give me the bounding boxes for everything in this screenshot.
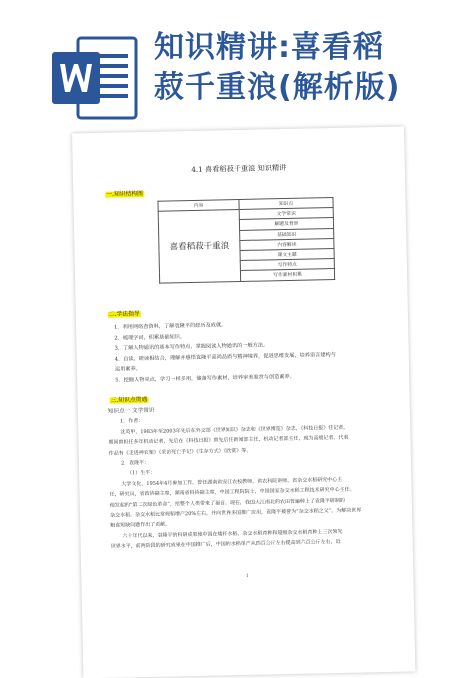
table-cell-point: 基础知识 [240,228,334,240]
paragraph-line: 世界水平，前两阶段的研究成果在中国推广后，中国的水稻单产从四百公斤左右提高到六百公斤左右，近 [110,539,341,551]
paragraph-line: （1）生平： [127,470,156,477]
section-heading-methods-label: 二.学法指导 [108,311,140,318]
paragraph-line: 大学文化，1954年4月参加工作。曾任湖南省安江农校教师，省农科院讲师，省杂交水稻研究中心主 [121,476,343,488]
table-cell-point: 写作素材积累 [240,269,334,281]
table-header-points: 知识点 [239,198,333,210]
section-heading-methods [108,308,141,318]
list-item: 2．梳理字词，积累基础知识。 [114,333,186,342]
table-cell-point: 写作特点 [240,259,334,271]
page-title [154,28,460,108]
paragraph-line: 任，研究员，省政协副主席，湖南省科协副主席，中国工程院院士，中国国家杂交水稻工程技术研究中心主任。 [109,486,355,499]
table-cell-point: 内容解读 [240,238,334,250]
table-cell-point: 课文主题 [240,248,334,260]
list-item: 运用素养。 [114,366,142,373]
knowledge-structure-table [157,197,335,283]
list-item: 1．利用网络查资料，了解袁隆平的经历及成就。 [114,322,227,331]
point-heading: 知识点一 文学常识 [107,407,155,415]
section-heading-structure-label: 一.知识结构图 [106,191,144,198]
table-cell-point: 文学常识 [239,208,333,220]
paragraph-line: 六十年代以来，袁隆平的科研成果使中国在矮秆水稻、杂交水稻育种和超级杂交水稻育种上三次领先 [122,528,343,540]
page-number: 1 [245,573,249,579]
list-item: 3．了解人物通讯的基本写作特点，掌握阅读人物通讯的一般方法。 [114,342,269,352]
document-page [72,127,415,678]
paragraph-line: 沈英甲，1983年至2003年先后在外交部《世界知识》杂志和《世界博览》杂志，《科技日报》任记者， [120,424,349,436]
paragraph-line: 2．袁隆平： [120,459,150,467]
method-list [114,317,371,385]
word-icon [48,32,140,124]
table-header-content: 内容 [158,199,239,211]
body-text [108,401,381,552]
paragraph-line: 粮食短缺问题作出了贡献。 [110,521,171,530]
paragraph-line: 他发起的“第二次绿色革命”，给整个人类带来了福音。现在，我国大江南北的农田普遍种上了袁隆平研制的 [109,497,345,509]
section-heading-points-label: 三.知识点贯通 [110,396,148,404]
paragraph-line: 期间曾担任多年机动记者，先后在《科技日报》曾先后任新闻部主任，机动记者部主任，现为高级记者。代表 [108,434,349,446]
list-item: 5．挖掘人物亮点，学习一样多用，储备写作素材，培养审美鉴赏与创造素养。 [115,373,295,384]
paragraph-line: 杂交水稻。杂交水稻比常规稻增产20%左右，并向世界多国推广应用，袁隆平被誉为“杂交水稻之父”，为解决世界 [109,507,362,519]
title-line-1: 知识精讲:喜看稻 [154,30,384,65]
paragraph-line: 1．作者： [120,418,144,425]
document-title: 4.1 喜看稻菽千重浪 知识精讲 [191,162,287,174]
section-heading-points [110,394,149,404]
list-item: 4．自读、研读相结合，理解并感悟袁隆平高尚品质与精神境界，促进思维发展，培养语言建构与 [114,351,336,363]
title-line-2: 菽千重浪(解析版) [154,70,401,105]
table-cell-point: 解题及背景 [239,218,333,230]
paragraph-line: 作品有《走进神农架》《采访死亡手记》《生存方式》《欣赏》等。 [108,447,252,457]
table-main-cell: 喜看稻菽千重浪 [158,210,240,283]
section-heading-structure [105,188,144,198]
